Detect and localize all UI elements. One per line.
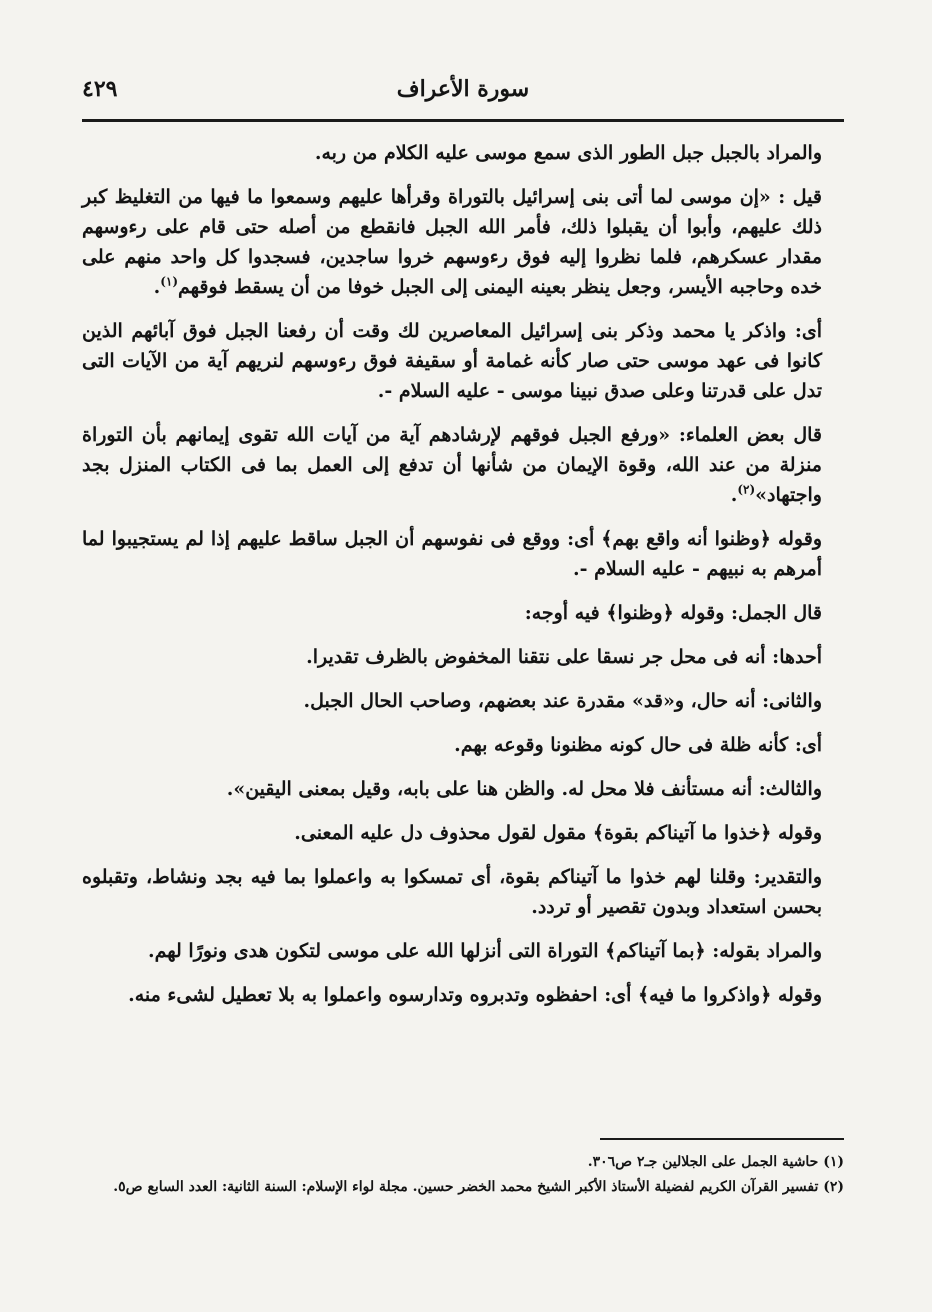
footnote-rule	[600, 1138, 844, 1140]
paragraph: وقوله ﴿وظنوا أنه واقع بهم﴾ أى: ووقع فى نفوسهم أن الجبل ساقط عليهم إذا لم يستجيبوا لما أمرهم به نبيهم - عليه السلام -.	[82, 528, 822, 580]
paragraph: والثانى: أنه حال، و«قد» مقدرة عند بعضهم، وصاحب الحال الجبل.	[303, 690, 822, 712]
paragraph: والتقدير: وقلنا لهم خذوا ما آتيناكم بقوة، أى تمسكوا به واعملوا بما فيه بجد ونشاط، وتقبلوه بحسن استعداد وبدون تقصير أو تردد.	[82, 866, 822, 918]
paragraph: والمراد بالجبل جبل الطور الذى سمع موسى عليه الكلام من ربه.	[314, 142, 822, 164]
paragraph: وقوله ﴿واذكروا ما فيه﴾ أى: احفظوه وتدبروه وتدارسوه واعملوا به بلا تعطيل لشىء منه.	[128, 984, 822, 1006]
paragraph: أى: كأنه ظلة فى حال كونه مظنونا وقوعه بهم.	[454, 734, 822, 756]
footnote-marker: (١)	[160, 274, 179, 289]
paragraph: والمراد بقوله: ﴿بما آتيناكم﴾ التوراة التى أنزلها الله على موسى لتكون هدى ونورًا لهم.	[148, 940, 822, 962]
paragraph: قيل : «إن موسى لما أتى بنى إسرائيل بالتوراة وقرأها عليهم وسمعوا ما فيها من التغليظ كبر ذلك عليهم، وأبوا أن يقبلوا ذلك، فأمر الله الجبل فانقطع من أصله حتى قام على رءوسهم مقدار عسكرهم، فلما نظروا إليه فوق رءوسهم خروا ساجدين، فسجدوا كل واحد منهم على خده وحاجبه الأيسر، وجعل ينظر بعينه اليمنى إلى الجبل خوفا من أن يسقط فوقهم$^{(١)}$.	[82, 186, 822, 298]
footnote-marker: (٢)	[737, 482, 756, 497]
paragraph: وقوله ﴿خذوا ما آتيناكم بقوة﴾ مقول لقول محذوف دل عليه المعنى.	[294, 822, 822, 844]
page-number: ٤٢٩	[82, 76, 118, 102]
paragraph: قال بعض العلماء: «ورفع الجبل فوقهم لإرشادهم آية من آيات الله تقوى إيمانهم بأن التوراة منزلة من عند الله، وقوة الإيمان من شأنها أن تدفع إلى العمل بما فى الكتاب المنزل بجد واجتهاد»$^{(٢)}$.	[82, 424, 822, 506]
paragraph: والثالث: أنه مستأنف فلا محل له. والظن هنا على بابه، وقيل بمعنى اليقين».	[226, 778, 822, 800]
footnotes	[82, 1150, 844, 1200]
paragraph: أى: واذكر يا محمد وذكر بنى إسرائيل المعاصرين لك وقت أن رفعنا الجبل فوق آبائهم الذين كانوا فى عهد موسى حتى صار كأنه غمامة أو سقيفة فوق رءوسهم لنريهم آية من الآيات التى تدل على قدرتنا وعلى صدق نبينا موسى - عليه السلام -.	[82, 320, 822, 402]
paragraph: أحدها: أنه فى محل جر نسقا على نتقنا المخفوض بالظرف تقديرا.	[306, 646, 822, 668]
paragraph: قال الجمل: وقوله ﴿وظنوا﴾ فيه أوجه:	[524, 602, 822, 624]
surah-title: سورة الأعراف	[396, 76, 530, 102]
body-text	[82, 138, 844, 1024]
footnote: (٢) تفسير القرآن الكريم لفضيلة الأستاذ الأكبر الشيخ محمد الخضر حسين. مجلة لواء الإسلام: السنة الثانية: العدد السابع ص٥.	[113, 1179, 844, 1195]
footnote: (١) حاشية الجمل على الجلالين جـ٢ ص٣٠٦.	[587, 1154, 844, 1170]
header-rule	[82, 119, 844, 122]
page-header	[82, 76, 844, 122]
